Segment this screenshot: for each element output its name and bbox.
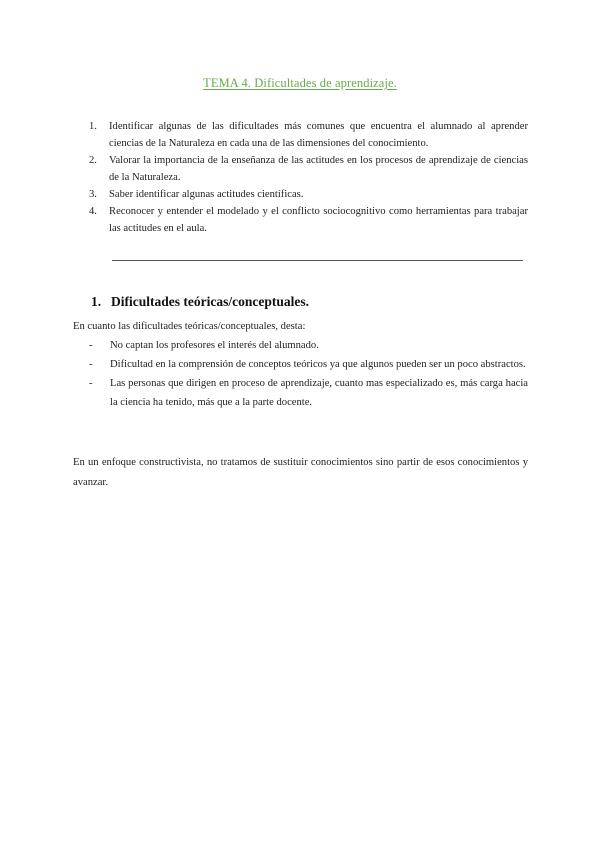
difficulty-item xyxy=(84,336,528,355)
difficulty-text: No captan los profesores el interés del alumnado. xyxy=(110,340,319,351)
difficulties-list xyxy=(84,336,528,412)
objective-number: 1. xyxy=(89,121,97,132)
bullet-marker: - xyxy=(89,378,93,389)
objective-item xyxy=(84,186,528,203)
section-number: 1. xyxy=(91,294,102,309)
section-heading-text: Dificultades teóricas/conceptuales. xyxy=(111,294,309,309)
difficulty-text: Las personas que dirigen en proceso de aprendizaje, cuanto mas especializado es, más carga hacia la ciencia ha tenido, más que a la parte docente. xyxy=(110,378,528,408)
objective-number: 2. xyxy=(89,155,97,166)
bullet-marker: - xyxy=(89,340,93,351)
objective-item xyxy=(84,118,528,152)
difficulty-item xyxy=(84,374,528,412)
objective-number: 4. xyxy=(89,206,97,217)
section-heading xyxy=(91,294,309,310)
difficulty-item xyxy=(84,355,528,374)
section-intro: En cuanto las dificultades teóricas/conceptuales, desta: xyxy=(73,321,306,332)
objective-text: Valorar la importancia de la enseñanza de las actitudes en los procesos de aprendizaje de ciencias de la Naturaleza. xyxy=(109,155,528,183)
objectives-list xyxy=(84,118,528,237)
difficulty-text: Dificultad en la comprensión de conceptos teóricos ya que algunos pueden ser un poco abstractos. xyxy=(110,359,526,370)
objective-item xyxy=(84,152,528,186)
document-title: TEMA 4. Dificultades de aprendizaje. xyxy=(203,76,397,90)
objective-text: Identificar algunas de las dificultades más comunes que encuentra el alumnado al aprender ciencias de la Naturaleza en cada una de las dimensiones del conocimiento. xyxy=(109,121,528,149)
objective-text: Saber identificar algunas actitudes científicas. xyxy=(109,189,304,200)
objective-number: 3. xyxy=(89,189,97,200)
bullet-marker: - xyxy=(89,359,93,370)
objective-text: Reconocer y entender el modelado y el conflicto sociocognitivo como herramientas para trabajar las actitudes en el aula. xyxy=(109,206,528,234)
objective-item xyxy=(84,203,528,237)
conclusion-paragraph: En un enfoque constructivista, no tratamos de sustituir conocimientos sino partir de esos conocimientos y avanzar. xyxy=(73,457,528,488)
horizontal-rule xyxy=(112,260,523,261)
